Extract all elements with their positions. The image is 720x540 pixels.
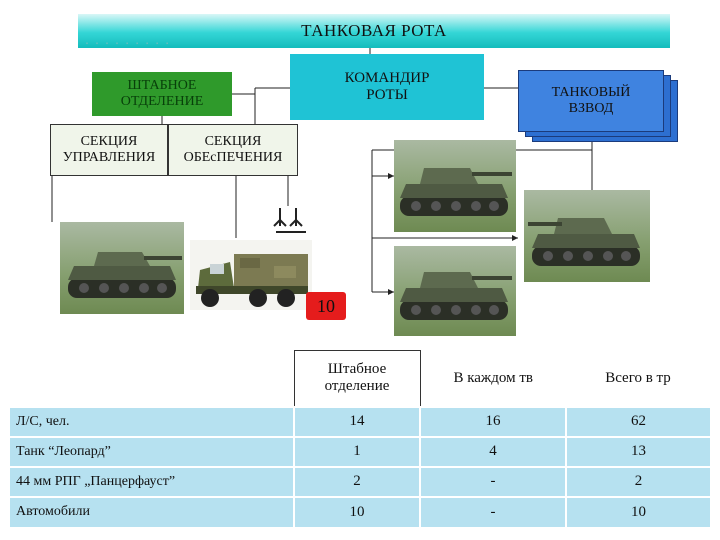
- cell-total: 10: [566, 497, 710, 527]
- tank-photo-hq: [60, 222, 184, 314]
- table-row: [10, 497, 710, 527]
- cell-staff: 2: [294, 467, 420, 497]
- tank-icon: [524, 190, 650, 282]
- tank-photo-platoon-1: [394, 140, 516, 232]
- support-section-label: СЕКЦИЯ ОБЕсПЕЧЕНИЯ: [183, 133, 283, 165]
- vehicle-count-badge: 10: [306, 292, 346, 320]
- tank-icon: [60, 222, 184, 314]
- cell-total: 62: [566, 407, 710, 437]
- table-header-per-platoon: В каждом тв: [420, 351, 566, 407]
- table-header-total: Всего в тр: [566, 351, 710, 407]
- truck-photo: [190, 240, 312, 310]
- control-section-box: [50, 124, 168, 176]
- staff-section-box: [92, 72, 232, 116]
- tank-icon: [394, 246, 516, 336]
- cell-staff: 1: [294, 437, 420, 467]
- tank-photo-platoon-2: [524, 190, 650, 282]
- row-label: Автомобили: [10, 497, 294, 527]
- cell-total: 2: [566, 467, 710, 497]
- commander-label: КОМАНДИР РОТЫ: [344, 69, 430, 103]
- tank-icon: [394, 140, 516, 232]
- table-header-row: [10, 351, 710, 407]
- cell-per-platoon: 4: [420, 437, 566, 467]
- staff-section-label: ШТАБНОЕ ОТДЕЛЕНИЕ: [120, 77, 204, 109]
- cell-per-platoon: -: [420, 497, 566, 527]
- row-label: 44 мм РПГ „Панцерфауст”: [10, 467, 294, 497]
- cell-staff: 14: [294, 407, 420, 437]
- cell-staff: 10: [294, 497, 420, 527]
- table-row: [10, 407, 710, 437]
- cell-per-platoon: 16: [420, 407, 566, 437]
- tank-platoon-label: ТАНКОВЫЙ ВЗВОД: [551, 84, 631, 116]
- table-row: [10, 437, 710, 467]
- title-bar: [78, 14, 670, 48]
- cell-per-platoon: -: [420, 467, 566, 497]
- control-section-label: СЕКЦИЯ УПРАВЛЕНИЯ: [62, 133, 156, 165]
- row-label: Танк “Леопард”: [10, 437, 294, 467]
- page-title: ТАНКОВАЯ РОТА: [301, 21, 447, 41]
- tank-photo-platoon-3: [394, 246, 516, 336]
- row-label: Л/С, чел.: [10, 407, 294, 437]
- tank-platoon-box: [518, 70, 664, 132]
- cell-total: 13: [566, 437, 710, 467]
- truck-icon: [190, 240, 312, 310]
- table-header-staff: Штабное отделение: [294, 351, 420, 407]
- support-section-box: [168, 124, 298, 176]
- commander-box: [290, 54, 484, 120]
- summary-table: [10, 350, 710, 527]
- title-decor: .........: [84, 36, 175, 47]
- table-header-empty: [10, 351, 294, 407]
- table-row: [10, 467, 710, 497]
